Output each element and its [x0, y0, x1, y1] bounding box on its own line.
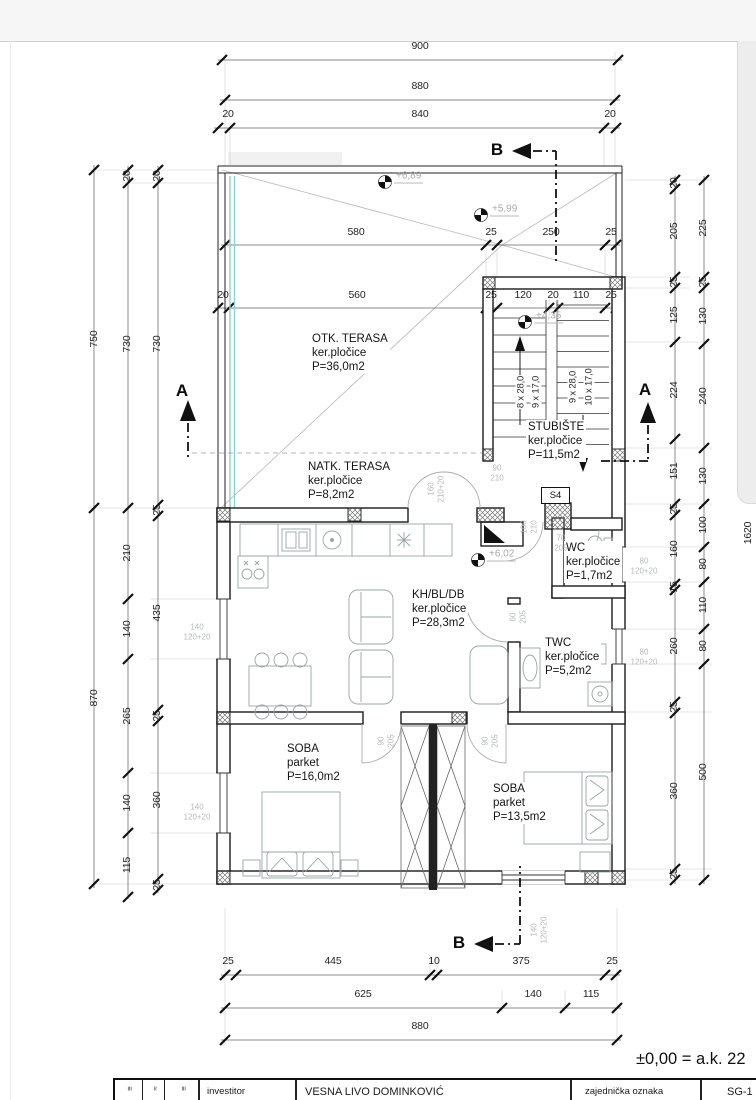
- dim-label: 240: [697, 387, 709, 405]
- room-finish: ker.pločice: [412, 603, 467, 615]
- opening-width: 70: [556, 533, 566, 543]
- bed: [262, 792, 340, 878]
- dim-label: 205: [668, 222, 680, 240]
- dim-label: 100: [697, 516, 709, 534]
- opening-width: 140: [190, 802, 204, 812]
- opening-width: 60: [508, 612, 518, 622]
- room-finish: ker.pločice: [566, 556, 621, 568]
- dim-label: 20: [222, 108, 234, 120]
- dim-label: 110: [572, 289, 590, 301]
- dim-label: 435: [151, 604, 163, 622]
- room-label-soba-2: [491, 782, 548, 824]
- dim-label: 25: [668, 701, 680, 713]
- stair-flight-label: 9 x 28,0: [567, 370, 579, 404]
- dim-label: 25: [668, 276, 680, 288]
- dim-label: 25: [485, 226, 497, 238]
- titleblock-divider: [198, 1080, 200, 1100]
- dim-label: 840: [411, 108, 429, 120]
- dim-label: 115: [121, 856, 133, 874]
- dim-label: 25: [222, 955, 234, 967]
- room-label-soba-1: [285, 742, 342, 784]
- s4-marker: S4: [541, 487, 570, 504]
- opening-height: 205: [554, 543, 568, 553]
- common-code-value: SG-1: [727, 1086, 753, 1098]
- dim-label: 360: [668, 782, 680, 800]
- dim-label: 140: [524, 988, 542, 1000]
- dim-label: 20: [217, 289, 229, 301]
- stair-flight-label: 10 x 17,0: [583, 368, 595, 406]
- room-label-kh-bl-db: [410, 588, 468, 630]
- dim-label: 500: [697, 763, 709, 781]
- dim-label: 20: [604, 108, 616, 120]
- room-finish: ker.pločice: [308, 475, 363, 487]
- kitchen-counter: [240, 524, 452, 556]
- dim-label: 25: [606, 955, 618, 967]
- dim-label: 110: [697, 596, 709, 614]
- opening-height: 210: [490, 473, 504, 483]
- opening-width: 140: [190, 622, 204, 632]
- title-block: [113, 1078, 756, 1100]
- dim-label: 1620: [742, 521, 754, 545]
- dim-label: 130: [697, 307, 709, 325]
- opening-height: 205: [386, 734, 396, 748]
- titleblock-divider: [295, 1080, 297, 1100]
- elevation-label: +6,89: [396, 170, 422, 182]
- dim-label: 20: [547, 289, 559, 301]
- opening-height: 120+20: [630, 657, 658, 667]
- room-area: P=36,0m2: [312, 361, 365, 373]
- room-name: SOBA: [493, 783, 525, 795]
- room-name: KH/BL/DB: [412, 589, 465, 601]
- roof-slab-shadow: [228, 152, 342, 165]
- room-area: P=16,0m2: [287, 771, 340, 783]
- dim-label: 120: [514, 289, 532, 301]
- titleblock-mark-icon: ≈: [150, 1086, 160, 1091]
- dim-label: 375: [512, 955, 530, 967]
- opening-width: 90: [480, 736, 490, 746]
- elevation-label: +6,02: [489, 548, 515, 560]
- dresser: [580, 852, 610, 872]
- room-name: NATK. TERASA: [308, 461, 391, 473]
- entry-arrow-icon: [484, 525, 505, 543]
- titleblock-mark-icon: ≡: [124, 1086, 134, 1091]
- opening-height: 120+20: [630, 566, 658, 576]
- titleblock-divider: [142, 1080, 143, 1100]
- room-name: TWC: [545, 637, 572, 649]
- investor-value: VESNA LIVO DOMINKOVIĆ: [305, 1086, 444, 1098]
- investor-label: investitor: [207, 1086, 246, 1097]
- dim-label: 125: [668, 306, 680, 324]
- dim-label: 870: [88, 689, 100, 707]
- opening-width: 160: [426, 482, 436, 496]
- closets: [401, 724, 465, 890]
- room-finish: ker.pločice: [528, 435, 583, 447]
- dim-label: 25: [151, 504, 163, 516]
- opening-height: 120+20: [183, 812, 211, 822]
- dim-label: 25: [605, 289, 617, 301]
- coffee-table: [470, 646, 508, 704]
- dim-label: 265: [121, 707, 133, 725]
- dim-label: 20: [668, 177, 680, 189]
- dim-label: 20: [121, 170, 133, 182]
- opening-width: 140: [529, 923, 539, 937]
- room-area: P=5,2m2: [545, 665, 592, 677]
- opening-height: 120+20: [183, 632, 211, 642]
- room-area: P=11,5m2: [528, 449, 580, 461]
- section-b-arrow-icon: [512, 143, 531, 159]
- terrace-teal-lines: [230, 176, 235, 507]
- dim-label: 750: [88, 330, 100, 348]
- dim-label: 730: [151, 335, 163, 353]
- dim-label: 80: [697, 640, 709, 652]
- room-name: OTK. TERASA: [312, 333, 388, 345]
- room-label-wc: [564, 541, 622, 583]
- titleblock-divider: [700, 1080, 702, 1100]
- section-a-arrow-icon: [640, 402, 656, 423]
- dim-label: 20: [151, 170, 163, 182]
- titleblock-mark-icon: ≡: [178, 1086, 188, 1091]
- elevation-label: +5,99: [492, 203, 518, 215]
- dim-label: 730: [121, 335, 133, 353]
- dim-label: 25: [668, 868, 680, 880]
- opening-height: 210: [529, 520, 539, 534]
- dim-label: 224: [668, 381, 680, 399]
- room-label-natk-terasa: [306, 460, 392, 502]
- dim-label: 130: [697, 467, 709, 485]
- elevation-label: +4,35: [536, 310, 562, 322]
- dim-label: 140: [121, 620, 133, 638]
- dim-label: 25: [151, 879, 163, 891]
- opening-height: 205: [490, 734, 500, 748]
- room-finish: parket: [287, 757, 319, 769]
- section-b-label: B: [490, 140, 504, 159]
- dim-label: 25: [485, 289, 497, 301]
- dim-label: 15: [668, 581, 680, 593]
- stair-flight-label: 8 x 28,0: [515, 375, 527, 409]
- opening-height: 210+20: [436, 475, 446, 503]
- opening-width: 90: [492, 463, 502, 473]
- room-label-otk-terasa: [310, 332, 390, 374]
- room-name: STUBIŠTE: [528, 421, 585, 433]
- section-a-label: A: [175, 381, 189, 400]
- section-b-arrow-icon: [474, 936, 493, 952]
- room-area: P=1,7m2: [566, 570, 613, 582]
- opening-width: 80: [639, 556, 649, 566]
- dim-label: 260: [668, 637, 680, 655]
- dim-label: 625: [354, 988, 372, 1000]
- dim-label: 25: [151, 710, 163, 722]
- dim-label: 560: [348, 289, 366, 301]
- opening-width: 80: [639, 647, 649, 657]
- room-area: P=28,3m2: [412, 617, 465, 629]
- titleblock-divider: [570, 1080, 572, 1100]
- dim-label: 210: [121, 544, 133, 562]
- opening-height: 205: [518, 610, 528, 624]
- dim-label: 880: [411, 1020, 429, 1032]
- opening-width: 90: [376, 736, 386, 746]
- room-label-stubiste: [526, 420, 586, 462]
- dim-label: 445: [324, 955, 342, 967]
- titleblock-divider: [164, 1080, 165, 1100]
- section-a-arrow-icon: [180, 400, 196, 421]
- common-code-label: zajednička oznaka: [585, 1086, 664, 1097]
- dim-label: 580: [347, 226, 365, 238]
- dim-label: 225: [697, 219, 709, 237]
- dim-label: 880: [411, 80, 429, 92]
- dim-label: 160: [668, 540, 680, 558]
- dim-label: 10: [428, 955, 440, 967]
- room-finish: ker.pločice: [312, 347, 367, 359]
- room-label-twc: [543, 636, 601, 678]
- dining-table: [249, 666, 311, 706]
- dim-label: 360: [151, 791, 163, 809]
- room-finish: ker.pločice: [545, 651, 600, 663]
- section-a-label: A: [638, 380, 652, 399]
- cooktop-icon: [397, 532, 411, 548]
- room-name: SOBA: [287, 743, 319, 755]
- dim-label: 140: [121, 794, 133, 812]
- dim-label: 80: [697, 558, 709, 570]
- dim-label: 151: [668, 462, 680, 480]
- room-area: P=13,5m2: [493, 811, 546, 823]
- dim-label: 25: [605, 226, 617, 238]
- dim-label: 250: [542, 226, 560, 238]
- room-name: WC: [566, 542, 586, 554]
- opening-height: 120+20: [539, 916, 549, 944]
- section-b-label: B: [452, 933, 466, 952]
- opening-width: 100: [519, 520, 529, 534]
- dim-label: 25: [697, 276, 709, 288]
- dim-label: 25: [668, 503, 680, 515]
- room-finish: parket: [493, 797, 525, 809]
- stair-flight-label: 9 x 17,0: [530, 375, 542, 409]
- room-area: P=8,2m2: [308, 489, 355, 501]
- dim-label: 115: [582, 988, 600, 1000]
- datum-note: ±0,00 = a.k. 22: [636, 1050, 746, 1068]
- dim-label: 900: [411, 40, 429, 52]
